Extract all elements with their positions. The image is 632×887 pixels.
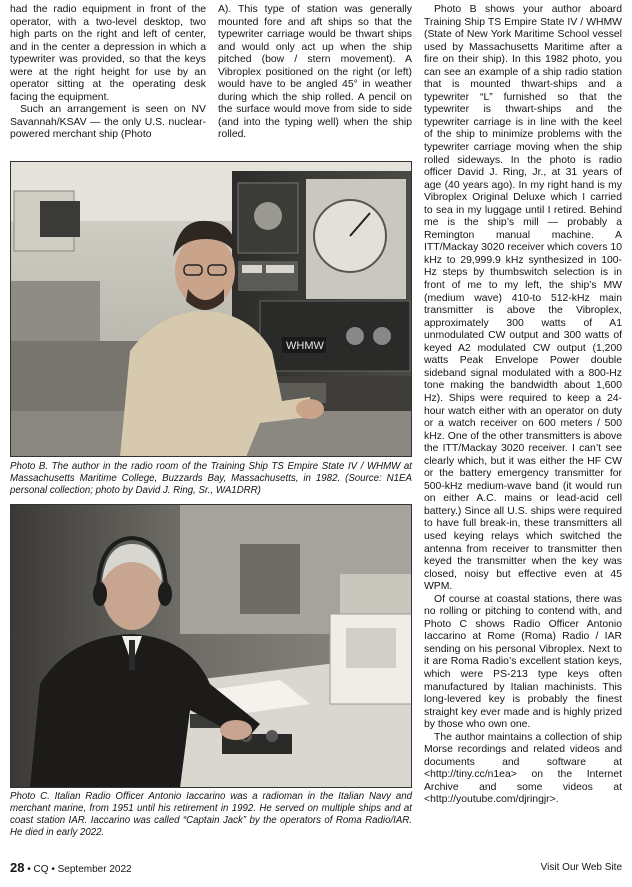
website-link[interactable]: Visit Our Web Site: [540, 862, 622, 873]
photo-c: [10, 504, 412, 788]
footer-bullet: •: [27, 864, 31, 875]
paragraph: Such an arrangement is seen on NV Savannah/KSAV — the only U.S. nuclear-powered merchant ship (Photo: [10, 104, 206, 141]
footer-left: [10, 860, 132, 875]
photo-c-caption: Photo C. Italian Radio Officer Antonio Iaccarino was a radioman in the Italian Navy and merchant marine, from 1951 until his retirement in 1992. He served on multiple ships and at coast station IAR. Iaccarino was called “Captain Jack” by the operators of Roma Radio/IAR. He died in early 2022.: [10, 791, 412, 838]
page-number: 28: [10, 860, 25, 875]
paragraph: The author maintains a collection of ship Morse recordings and related videos and documents and software at <http://tiny.cc/n1ea> on the Internet Archive and some videos at <http://youtube.com/djringjr>.: [424, 731, 622, 806]
paragraph: Of course at coastal stations, there was no rolling or pitching to contend with, and Photo C shows Radio Officer Antonio Iaccarino at Rome (Roma) Radio / IAR sending on his personal Vibroplex. Next to it are Roma Radio’s excellent station keys, which were PS-213 type keys often manufactured by Italian machinists. This long-levered key is probably the finest straight key ever made and is highly prized by those who own one.: [424, 593, 622, 731]
photo-b-caption: Photo B. The author in the radio room of the Training Ship TS Empire State IV / WHMW at Massachusetts Maritime College, Buzzards Bay, Massachusetts, in 1982. (Source: N1EA personal collection; photo by David J. Ring, Sr., WA1DRR): [10, 461, 412, 496]
column-2-text: [218, 4, 412, 142]
page-footer: [10, 858, 622, 878]
magazine-name: CQ: [33, 864, 49, 875]
paragraph: A). This type of station was generally mounted fore and aft ships so that the typewriter carriage would be thwart ships and would only act up when the ship pitched (bow / stern movement). A Vibroplex positioned on the right (or left) would have to be angled 45° in weather during which the ship rolled. A pencil on the surface would move from side to side (and into the typing well) when the ship rolled.: [218, 4, 412, 141]
column-1-text: [10, 4, 206, 142]
photo-b: [10, 161, 412, 457]
paragraph: Photo B shows your author aboard Training Ship TS Empire State IV / WHMW (State of New York Maritime School vessel used by Massachusetts Maritime after a fire on their ship). In this 1982 photo, you can see an example of a ship radio station that is mounted thwart-ships and a typewriter “L” furnished so that the typewriter is thwart-ships and the typewriter carriage is in line with the keel of the ship to minimize problems with the typewriter carriage moving when the ship rolled sideways. In the photo is radio officer David J. Ring, Jr., at 31 years of age (40 years ago). In my right hand is my Vibroplex Original Deluxe which I carried to sea in my luggage until I retired. Behind me is the ship’s mill — probably a Remington manual machine. A ITT/Mackay 3020 receiver which covers 10 kHz to 29,999.9 kHz synthesized in 100-Hz steps by thumbswitch selection is in front of me to my left, the ship’s MW (medium wave) 410-to 512-kHz main transmitter is above the Vibroplex, approximately 300 watts of A1 unmodulated CW output and 300 watts of keyed A2 modulated CW output (1,200 watts Peak Envelope Power double sideband signal modulated with a 800-Hz tone making the bandwidth about 1,600 Hz). Ships were required to keep a 24-hour watch either with an operator on duty or a watch receiver on 600 meters / 500 kHz. One of the other transmitters is above the ITT/Mackay 3020 receiver. I can’t see clearly which, but it was either the HF CW or the battery emergency transmitter for 500-kHz medium-wave band (it would run on either A.C. mains or lead-acid cell battery.) Since all U.S. ships were required to have full break-in, these transmitters all used keying relays which switched the antenna from receiver to transmitter then keyed the transmitter when the key was closed, noisy but effective even at 45 WPM.: [424, 4, 622, 593]
panel-label: WHMW: [286, 340, 324, 352]
column-3-text: [424, 4, 622, 807]
footer-bullet: •: [51, 864, 55, 875]
paragraph: had the radio equipment in front of the operator, with a two-level desktop, two high parts on the right and left of center, and in the center a depression in which a typewriter was provided, so that the keys were at the right height for use by an operator sitting at the operating desk facing the equipment.: [10, 4, 206, 103]
issue-date: September 2022: [57, 864, 132, 875]
